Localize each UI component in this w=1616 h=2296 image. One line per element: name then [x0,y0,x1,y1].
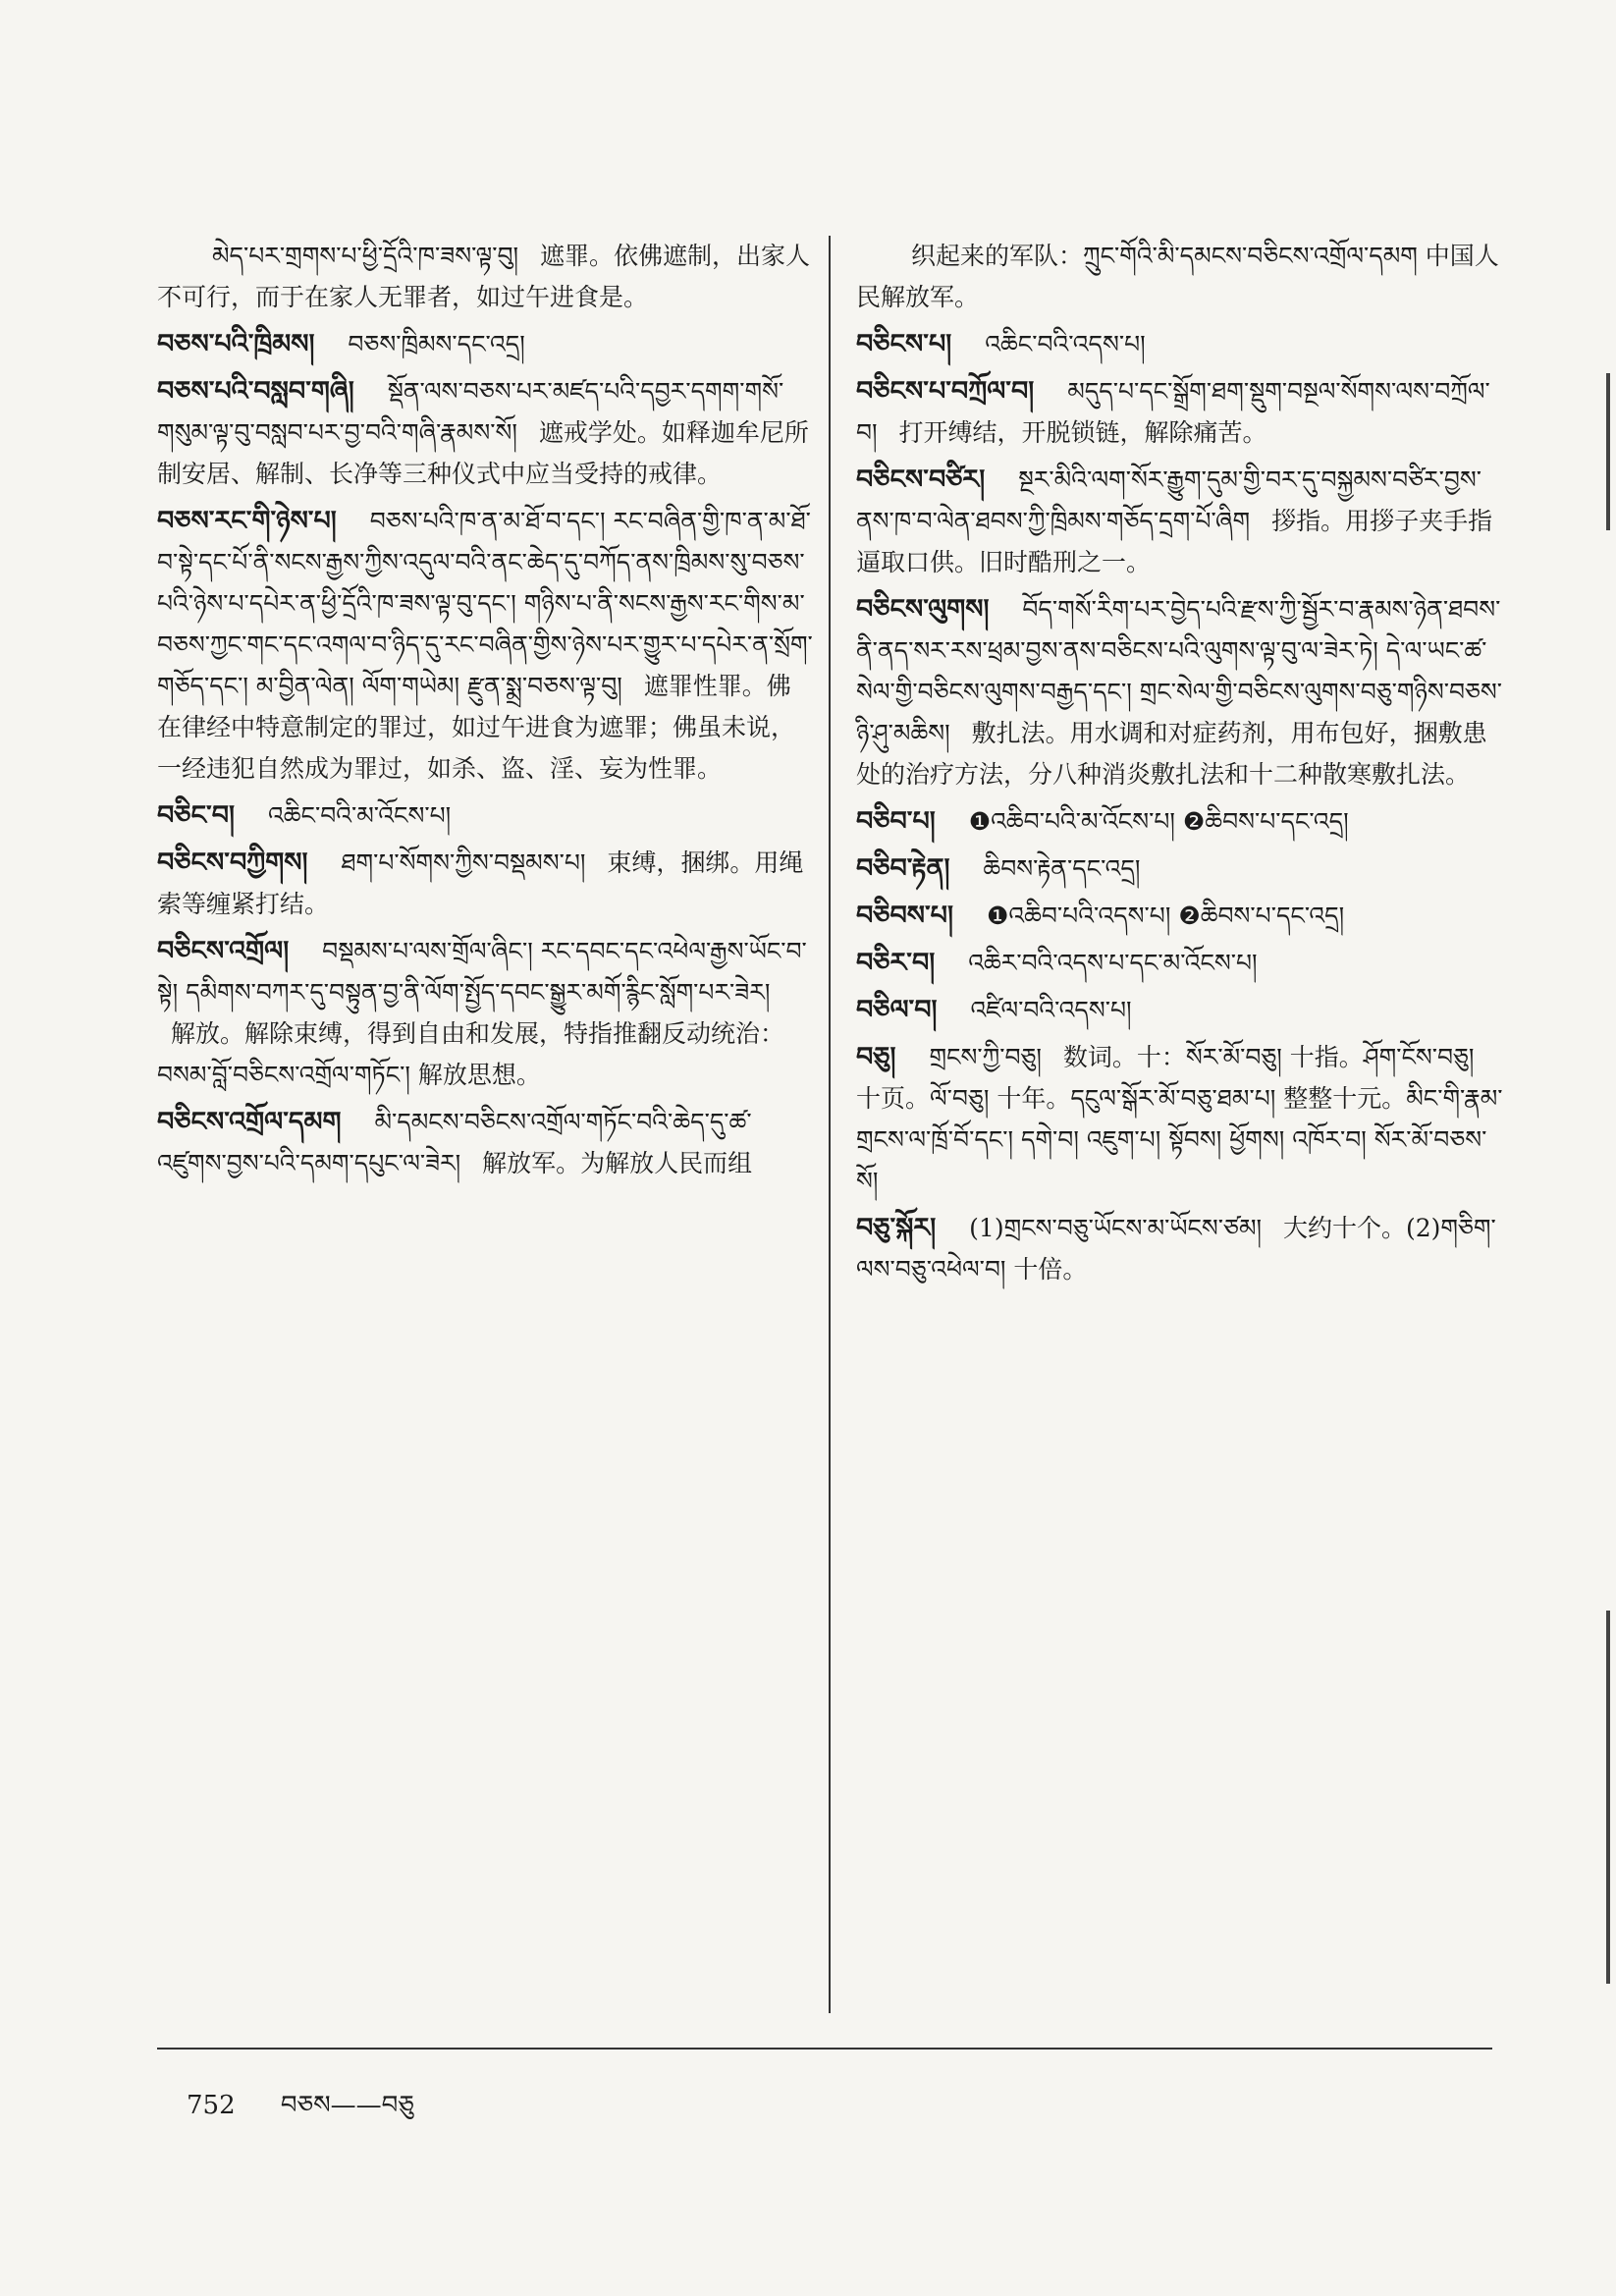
entry-text: བཅས་པའི་ཁ་ན་མ་ཐོ་བ་དང་། རང་བཞིན་གྱི་ཁ་ན་མ་ཐོ་བ་སྟེ་དང་པོ་ནི་སངས་རྒྱས་ཀྱིས་འདུལ་བའི་ནང་ཆེད་དུ་བཀོད་ནས་ཁྲིམས་སུ་བཅས་པའི་ཉེས་པ་དཔེར་ན་ཕྱི་དྲོའི་ཁ་ཟས་ལྟ་བུ་དང་། གཉིས་པ་ནི་སངས་རྒྱས་རང་གིས་མ་བཅས་ཀྱང་གང་དང་འགལ་བ་ཉིད་དུ་རང་བཞིན་གྱིས་ཉེས་པར་གྱུར་པ་དཔེར་ན་སྲོག་གཅོད་དང་། མ་བྱིན་ལེན། ལོག་གཡེམ། རྫུན་སྨྲ་བཅས་ལྟ་བུ། [157,507,813,700]
column-divider [829,236,831,2013]
entry-headword: བཅུ་སྐོར། [856,1213,937,1243]
entry-gloss: 敷扎法。用水调和对症药剂，用布包好，捆敷患处的治疗方法，分八种消炎敷扎法和十二种散寒敷扎法。 [856,719,1487,789]
entry-headword: བཅུ། [856,1042,896,1072]
entry-text: བཅས་ཁྲིམས་དང་འདྲ། [348,330,525,358]
entry-text: འཆིང་བའི་འདས་པ། [985,330,1146,358]
entry-headword: བཅས་པའི་ཁྲིམས། [157,329,315,359]
entry-headword: བཅིངས་འགྲོལ། [157,936,290,966]
dictionary-entry [856,801,1504,843]
entry-headword: བཅིབ་པ། [856,806,936,837]
entry-headword: བཅིབས་པ། [856,901,953,931]
entry-headword: བཅིངས་ལུགས། [856,594,990,625]
dictionary-entry [157,324,815,365]
entry-text: མདུད་པ་དང་སྒྲོག་ཐག་སྡུག་བསྔལ་སོགས་ལས་བཀྲོལ་བ། [856,377,1490,447]
entry-headword: བཅིལ་བ། [856,995,938,1025]
entry-gloss: 遮罪。依佛遮制，出家人不可行，而于在家人无罪者，如过午进食是。 [157,242,811,311]
entry-gloss: 数词。十：སོར་མོ་བཅུ། 十指。ཤོག་ངོས་བཅུ། 十页。ལོ་བཅུ། 十年。དངུལ་སྒོར་མོ་བཅུ་ཐམ་པ། 整整十元。མིང་གི་རྣམ་གྲངས་ལ་ཁྲོ་བོ་དང་། དགེ་བ། འཇུག་པ། སྟོབས། ཕྱོགས། འཁོར་བ། སོར་མོ་བཅས་སོ། [856,1043,1503,1195]
dictionary-entry [856,460,1504,583]
entry-text: བོད་གསོ་རིག་པར་བྱེད་པའི་རྫས་ཀྱི་སྦྱོར་བ་རྣམས་ཉེན་ཐབས་ནི་ནད་སར་རས་ཕྲམ་བྱས་ནས་བཅིངས་པའི་ལུགས་ལྟ་བུ་ལ་ཟེར་ཏེ། དེ་ལ་ཡང་ཚ་སེལ་གྱི་བཅིངས་ལུགས་བརྒྱད་དང་། གྲང་སེལ་གྱི་བཅིངས་ལུགས་བཅུ་གཉིས་བཅས་ཉི་ཤུ་མཆིས། [856,595,1503,747]
entry-text: མེད་པར་གྲགས་པ་ཕྱི་དྲོའི་ཁ་ཟས་ལྟ་བུ། [212,242,519,270]
entry-headword: བཅིངས་པ་བཀྲོལ་བ། [856,376,1035,407]
entry-gloss: 遮戒学处。如释迦牟尼所制安居、解制、长净等三种仪式中应当受持的戒律。 [157,418,809,488]
dictionary-entry [856,896,1504,937]
entry-text: བསྡམས་པ་ལས་གྲོལ་ཞིང་། རང་དབང་དང་འཕེལ་རྒྱས་ཡོང་བ་སྟེ། དམིགས་བཀར་དུ་བསྟུན་བྱ་ནི་ལོག་སྤྱོད་དབང་སྒྱུར་མགོ་རྙིང་སློག་པར་ཟེར། [157,937,807,1007]
entry-gloss: 解放。解除束缚，得到自由和发展，特指推翻反动统治：བསམ་བློ་བཅིངས་འགྲོལ་གཏོང་། 解放思想。 [157,1019,785,1089]
entry-headword: བཅིར་བ། [856,948,936,978]
entry-text: ཐག་པ་སོགས་ཀྱིས་བསྡམས་པ། [341,848,586,877]
dictionary-entry [157,1102,815,1184]
entry-gloss: 打开缚结，开脱锁链，解除痛苦。 [898,418,1267,447]
dictionary-entry [157,843,815,925]
entry-headword: བཅིངས་འགྲོལ་དམག [157,1107,342,1137]
entry-text: འཆིང་བའི་མ་འོངས་པ། [267,801,452,830]
entry-text: འཆིར་བའི་འདས་པ་དང་མ་འོངས་པ། [968,949,1258,977]
entry-gloss: 解放军。为解放人民而组 [482,1149,753,1177]
dictionary-entry [856,324,1504,365]
entry-headword: བཅས་རང་གི་ཉེས་པ། [157,506,337,536]
entry-text: (1)གྲངས་བཅུ་ཡོངས་མ་ཡོངས་ཙམ། [969,1214,1263,1242]
page-number: 752 [187,2091,236,2120]
left-column [157,236,815,1190]
entry-gloss: 大约十个。(2)གཅིག་ལས་བཅུ་འཕེལ་བ། 十倍。 [856,1214,1496,1284]
entry-headword: བཅིངས་བཙིར། [856,465,986,495]
entry-text: སྔར་མིའི་ལག་སོར་རྒྱུག་དུམ་གྱི་བར་དུ་བསྐྱམས་བཙིར་བྱས་ནས་ཁ་བ་ལེན་ཐབས་ཀྱི་ཁྲིམས་གཅོད་དྲག་པོ་ཞིག [856,465,1482,535]
page-footer [187,2077,414,2149]
dictionary-entry [856,1037,1504,1202]
scan-mark [1606,1611,1610,1984]
dictionary-entry [856,990,1504,1031]
entry-continuation [157,236,815,318]
entry-text: ཆིབས་རྟེན་དང་འདྲ། [983,854,1141,883]
entry-gloss: 遮罪性罪。佛在律经中特意制定的罪过，如过午进食为遮罪；佛虽未说，一经违犯自然成为罪过，如杀、盗、淫、妄为性罪。 [157,672,796,783]
dictionary-entry [856,943,1504,984]
dictionary-entry [157,931,815,1096]
dictionary-entry [157,501,815,790]
entry-text: འཛིལ་བའི་འདས་པ། [970,996,1132,1024]
entry-gloss: 束缚，捆绑。用绳索等缠紧打结。 [157,848,804,918]
scan-edge-marks [1604,0,1610,2296]
entry-text: གྲངས་ཀྱི་བཅུ། [929,1043,1042,1071]
entry-headword: བཅས་པའི་བསླབ་གཞི། [157,376,354,407]
entry-text: ❶འཆིབ་པའི་འདས་པ། ❷ཆིབས་པ་དང་འདྲ། [986,902,1345,930]
running-footer-range: བཅས——བཅུ [280,2091,414,2120]
dictionary-entry [157,371,815,495]
scan-mark [1606,412,1610,530]
entry-text: མི་དམངས་བཅིངས་འགྲོལ་གཏོང་བའི་ཆེད་དུ་ཚ་འཛུགས་བྱས་པའི་དམག་དཔུང་ལ་ཟེར། [157,1108,752,1177]
dictionary-entry [157,795,815,837]
dictionary-entry [856,1208,1504,1290]
entry-gloss: 拶指。用拶子夹手指逼取口供。旧时酷刑之一。 [856,507,1493,576]
entry-headword: བཅིང་བ། [157,800,236,831]
dictionary-entry [856,371,1504,454]
entry-continuation [856,236,1504,318]
entry-text: སྡོན་ལས་བཅས་པར་མཛད་པའི་དབྱར་དགག་གསོ་གསུམ་ལྟ་བུ་བསླབ་པར་བྱ་བའི་གཞི་རྣམས་སོ། [157,377,784,447]
entry-headword: བཅིངས་པ། [856,329,952,359]
entry-headword: བཅིངས་བཀྱིགས། [157,847,308,878]
entry-gloss: 织起来的军队：ཀྲུང་གོའི་མི་དམངས་བཅིངས་འགྲོལ་དམག 中国人民解放军。 [856,242,1499,311]
dictionary-entry [856,589,1504,795]
entry-headword: བཅིབ་རྟེན། [856,853,950,884]
footer-rule [157,2048,1492,2050]
entry-text: ❶འཆིབ་པའི་མ་འོངས་པ། ❷ཆིབས་པ་དང་འདྲ། [968,807,1349,836]
dictionary-entry [856,848,1504,890]
right-column [856,236,1504,1296]
